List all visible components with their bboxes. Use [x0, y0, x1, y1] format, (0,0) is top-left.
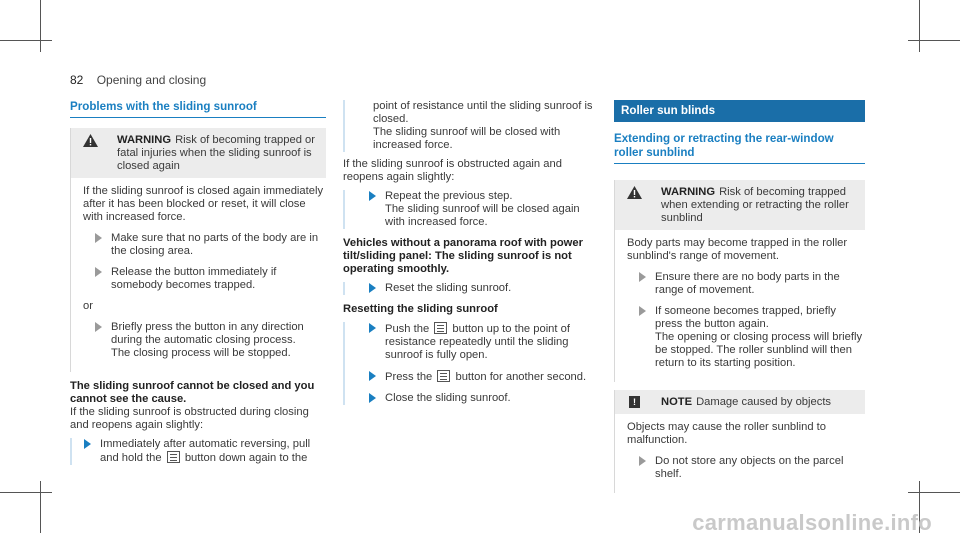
- list-item: [84, 438, 326, 465]
- step-text: Briefly press the button in any direction during the automatic closing process.: [111, 321, 304, 346]
- watermark: carmanualsonline.info: [692, 510, 932, 533]
- list-item: [357, 322, 600, 362]
- crop-mark: [908, 492, 960, 493]
- list-item: [627, 305, 865, 370]
- step-text: Reset the sliding sunroof.: [385, 282, 512, 294]
- crop-mark: [40, 481, 41, 533]
- warning-steps: [83, 232, 326, 292]
- page-header-title: Opening and closing: [96, 73, 207, 87]
- step-bar: [70, 438, 326, 465]
- warning-body: [627, 230, 865, 382]
- heading-resetting: Resetting the sliding sunroof: [343, 303, 498, 315]
- warning-label: WARNING: [117, 134, 172, 146]
- step-text: Ensure there are no body parts in the range of movement.: [655, 271, 840, 296]
- left-column: [70, 100, 326, 473]
- step-text: Immediately after automatic reversing, pull and hold the: [100, 438, 311, 464]
- section-band-roller-sun-blinds: Roller sun blinds: [614, 100, 865, 122]
- list-item: [627, 271, 865, 297]
- sunroof-switch-icon: [167, 451, 180, 463]
- note-paragraph: Objects may cause the roller sunblind to malfunction.: [627, 421, 826, 446]
- note-header: [615, 390, 865, 414]
- warning-box-sunblind: [614, 180, 865, 382]
- note-body: [627, 414, 865, 493]
- arrow-right-icon: [95, 267, 102, 277]
- list-item: [627, 455, 865, 481]
- page-number: 82: [70, 73, 84, 87]
- right-column: [614, 100, 865, 493]
- warning-header: [615, 180, 865, 230]
- paragraph-obstructed: If the sliding sunroof is obstructed during closing and reopens again slightly:: [70, 406, 309, 431]
- list-item: [83, 232, 326, 258]
- warning-paragraph: Body parts may become trapped in the roller sunblind's range of movement.: [627, 237, 848, 262]
- warning-box-trapped: [70, 128, 326, 372]
- arrow-right-icon: [369, 283, 376, 293]
- step-text-cont: button down again to the: [184, 452, 308, 464]
- step-text: Close the sliding sunroof.: [385, 392, 511, 404]
- heading-vehicles-without-panorama: Vehicles without a panorama roof with power tilt/sliding panel: The sliding sunroof is not operating smoothly.: [343, 237, 583, 275]
- step-result: The opening or closing process will briefly be stopped. The roller sunblind will then return to its starting position.: [655, 331, 863, 369]
- step-bar: [343, 190, 600, 229]
- list-item: [357, 392, 600, 405]
- arrow-right-icon: [95, 322, 102, 332]
- sunroof-switch-icon: [437, 370, 450, 382]
- arrow-right-icon: [639, 272, 646, 282]
- arrow-right-icon: [639, 456, 646, 466]
- step-text: If someone becomes trapped, briefly press the button again.: [655, 305, 836, 330]
- middle-column: [343, 100, 600, 413]
- arrow-right-icon: [369, 323, 376, 333]
- list-item: [83, 266, 326, 292]
- list-item: [357, 370, 600, 384]
- warning-label: WARNING: [661, 186, 716, 198]
- step-text-cont: button for another second.: [455, 371, 587, 383]
- step-result: The closing process will be stopped.: [111, 347, 291, 359]
- arrow-right-icon: [369, 191, 376, 201]
- warning-body: [83, 178, 326, 372]
- section-title-problems: Problems with the sliding sunroof: [70, 100, 326, 118]
- arrow-right-icon: [95, 233, 102, 243]
- warning-triangle-icon: [627, 186, 642, 199]
- warning-steps: [627, 271, 865, 370]
- step-text: Do not store any objects on the parcel shelf.: [655, 455, 844, 480]
- paragraph-obstructed-again: If the sliding sunroof is obstructed again and reopens again slightly:: [343, 158, 562, 183]
- note-text: Damage caused by objects: [696, 396, 832, 408]
- list-item: [357, 282, 600, 295]
- crop-mark: [40, 0, 41, 52]
- note-box-objects: [614, 390, 865, 493]
- arrow-right-icon: [639, 306, 646, 316]
- warning-text: Risk of becoming trapped or fatal injuries when the sliding sunroof is closed again: [117, 134, 315, 172]
- continued-result: The sliding sunroof will be closed with increased force.: [373, 126, 561, 151]
- heading-cannot-close: The sliding sunroof cannot be closed and you cannot see the cause.: [70, 380, 315, 405]
- crop-mark: [919, 0, 920, 52]
- step-text: Press the: [385, 371, 433, 383]
- step-bar: [343, 282, 600, 295]
- step-bar: [343, 322, 600, 405]
- step-text: Make sure that no parts of the body are in the closing area.: [111, 232, 319, 257]
- note-steps: [627, 455, 865, 481]
- step-text: Release the button immediately if somebody becomes trapped.: [111, 266, 277, 291]
- page-header: [70, 74, 206, 87]
- list-item: [357, 190, 600, 229]
- or-text: or: [83, 300, 93, 312]
- crop-mark: [908, 40, 960, 41]
- crop-mark: [0, 492, 52, 493]
- warning-text: Risk of becoming trapped when extending or retracting the roller sunblind: [661, 186, 849, 224]
- warning-header: [71, 128, 326, 178]
- step-text-cont: button up to the point of resistance repeatedly until the sliding sunroof is fully open.: [385, 323, 570, 361]
- arrow-right-icon: [84, 439, 91, 449]
- section-title-roller-sunblind: Extending or retracting the rear-window roller sunblind: [614, 132, 865, 164]
- sunroof-switch-icon: [434, 322, 447, 334]
- continued-text: point of resistance until the sliding sunroof is closed.: [373, 100, 593, 125]
- step-text: Repeat the previous step.: [385, 190, 513, 202]
- crop-mark: [0, 40, 52, 41]
- step-result: The sliding sunroof will be closed again with increased force.: [385, 203, 580, 228]
- arrow-right-icon: [369, 371, 376, 381]
- note-label: NOTE: [661, 396, 693, 408]
- arrow-right-icon: [369, 393, 376, 403]
- warning-triangle-icon: [83, 134, 98, 147]
- step-text: Push the: [385, 323, 430, 335]
- continued-step-bar: [343, 100, 600, 152]
- list-item: [83, 321, 326, 360]
- note-exclamation-icon: !: [629, 396, 640, 408]
- warning-paragraph: If the sliding sunroof is closed again immediately after it has been blocked or reset, it will close with increased force.: [83, 185, 324, 223]
- warning-steps-2: [83, 321, 326, 360]
